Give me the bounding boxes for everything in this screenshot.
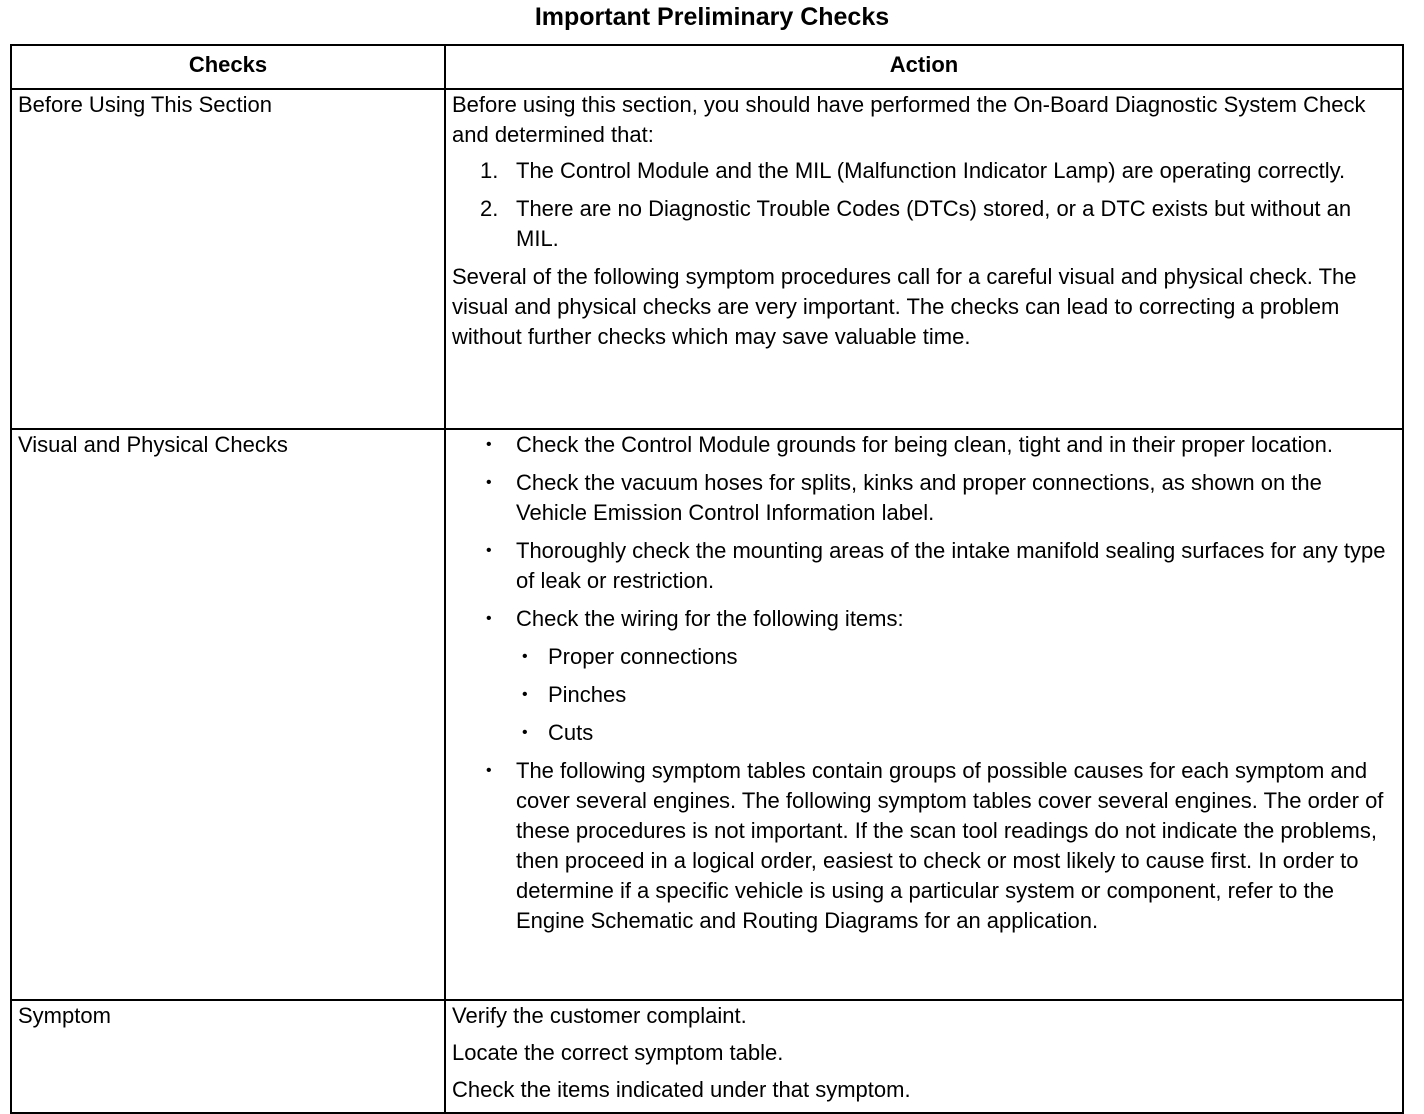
sub-bullet-text: Cuts	[548, 720, 594, 745]
table-row	[11, 89, 1403, 429]
list-item	[452, 156, 1396, 186]
sub-bullet-text: Proper connections	[548, 644, 738, 669]
symptom-action: Check the items indicated under that symptom.	[452, 1077, 911, 1102]
header-checks: Checks	[11, 45, 445, 89]
bullet-icon: •	[522, 724, 528, 741]
table-row	[11, 1000, 1403, 1113]
bullet-icon: •	[486, 762, 492, 779]
before-outro: Several of the following symptom procedures call for a careful visual and physical check. The visual and physical checks are very important. The checks can lead to correcting a problem without further checks which may save valuable time.	[452, 264, 1357, 349]
list-item	[516, 642, 1396, 672]
action-symptom	[445, 1000, 1403, 1113]
bullet-text: Check the Control Module grounds for being clean, tight and in their proper location.	[516, 432, 1333, 457]
preliminary-checks-table	[10, 44, 1404, 1114]
step-number: 2.	[480, 196, 499, 221]
action-before-using	[445, 89, 1403, 429]
bullet-text: The following symptom tables contain groups of possible causes for each symptom and cover several engines. The following symptom tables cover several engines. The order of these procedures is not important. If the scan tool readings do not indicate the problems, then proceed in a logical order, easiest to check or most likely to cause first. In order to determine if a specific vehicle is using a particular system or component, refer to the Engine Schematic and Routing Diagrams for an application.	[516, 758, 1384, 933]
symptom-action: Locate the correct symptom table.	[452, 1040, 784, 1065]
visual-bullets-list	[452, 430, 1396, 936]
list-item	[452, 430, 1396, 460]
action-visual-physical	[445, 429, 1403, 1000]
before-steps-list	[452, 156, 1396, 254]
bullet-text: Check the wiring for the following items:	[516, 606, 904, 631]
bullet-icon: •	[486, 474, 492, 491]
bullet-icon: •	[486, 542, 492, 559]
list-item	[516, 680, 1396, 710]
list-item	[452, 194, 1396, 254]
step-number: 1.	[480, 158, 499, 183]
bullet-text: Thoroughly check the mounting areas of the intake manifold sealing surfaces for any type of leak or restriction.	[516, 538, 1386, 593]
check-before-using: Before Using This Section	[11, 89, 445, 429]
list-item	[452, 468, 1396, 528]
check-visual-physical: Visual and Physical Checks	[11, 429, 445, 1000]
symptom-action: Verify the customer complaint.	[452, 1003, 747, 1028]
list-item	[452, 604, 1396, 748]
sub-bullet-text: Pinches	[548, 682, 627, 707]
table-row	[11, 429, 1403, 1000]
list-item	[516, 718, 1396, 748]
bullet-text: Check the vacuum hoses for splits, kinks and proper connections, as shown on the Vehicle Emission Control Information label.	[516, 470, 1322, 525]
bullet-icon: •	[486, 610, 492, 627]
bullet-icon: •	[522, 686, 528, 703]
step-text: The Control Module and the MIL (Malfunction Indicator Lamp) are operating correctly.	[516, 158, 1346, 183]
list-item	[452, 536, 1396, 596]
table-header-row	[11, 45, 1403, 89]
wiring-sub-list	[516, 642, 1396, 748]
bullet-icon: •	[522, 648, 528, 665]
check-symptom: Symptom	[11, 1000, 445, 1113]
step-text: There are no Diagnostic Trouble Codes (DTCs) stored, or a DTC exists but without an MIL.	[516, 196, 1352, 251]
bullet-icon: •	[486, 436, 492, 453]
header-action: Action	[445, 45, 1403, 89]
list-item	[452, 756, 1396, 936]
page-title: Important Preliminary Checks	[534, 3, 890, 31]
before-intro: Before using this section, you should have performed the On-Board Diagnostic System Check and determined that:	[452, 92, 1366, 147]
